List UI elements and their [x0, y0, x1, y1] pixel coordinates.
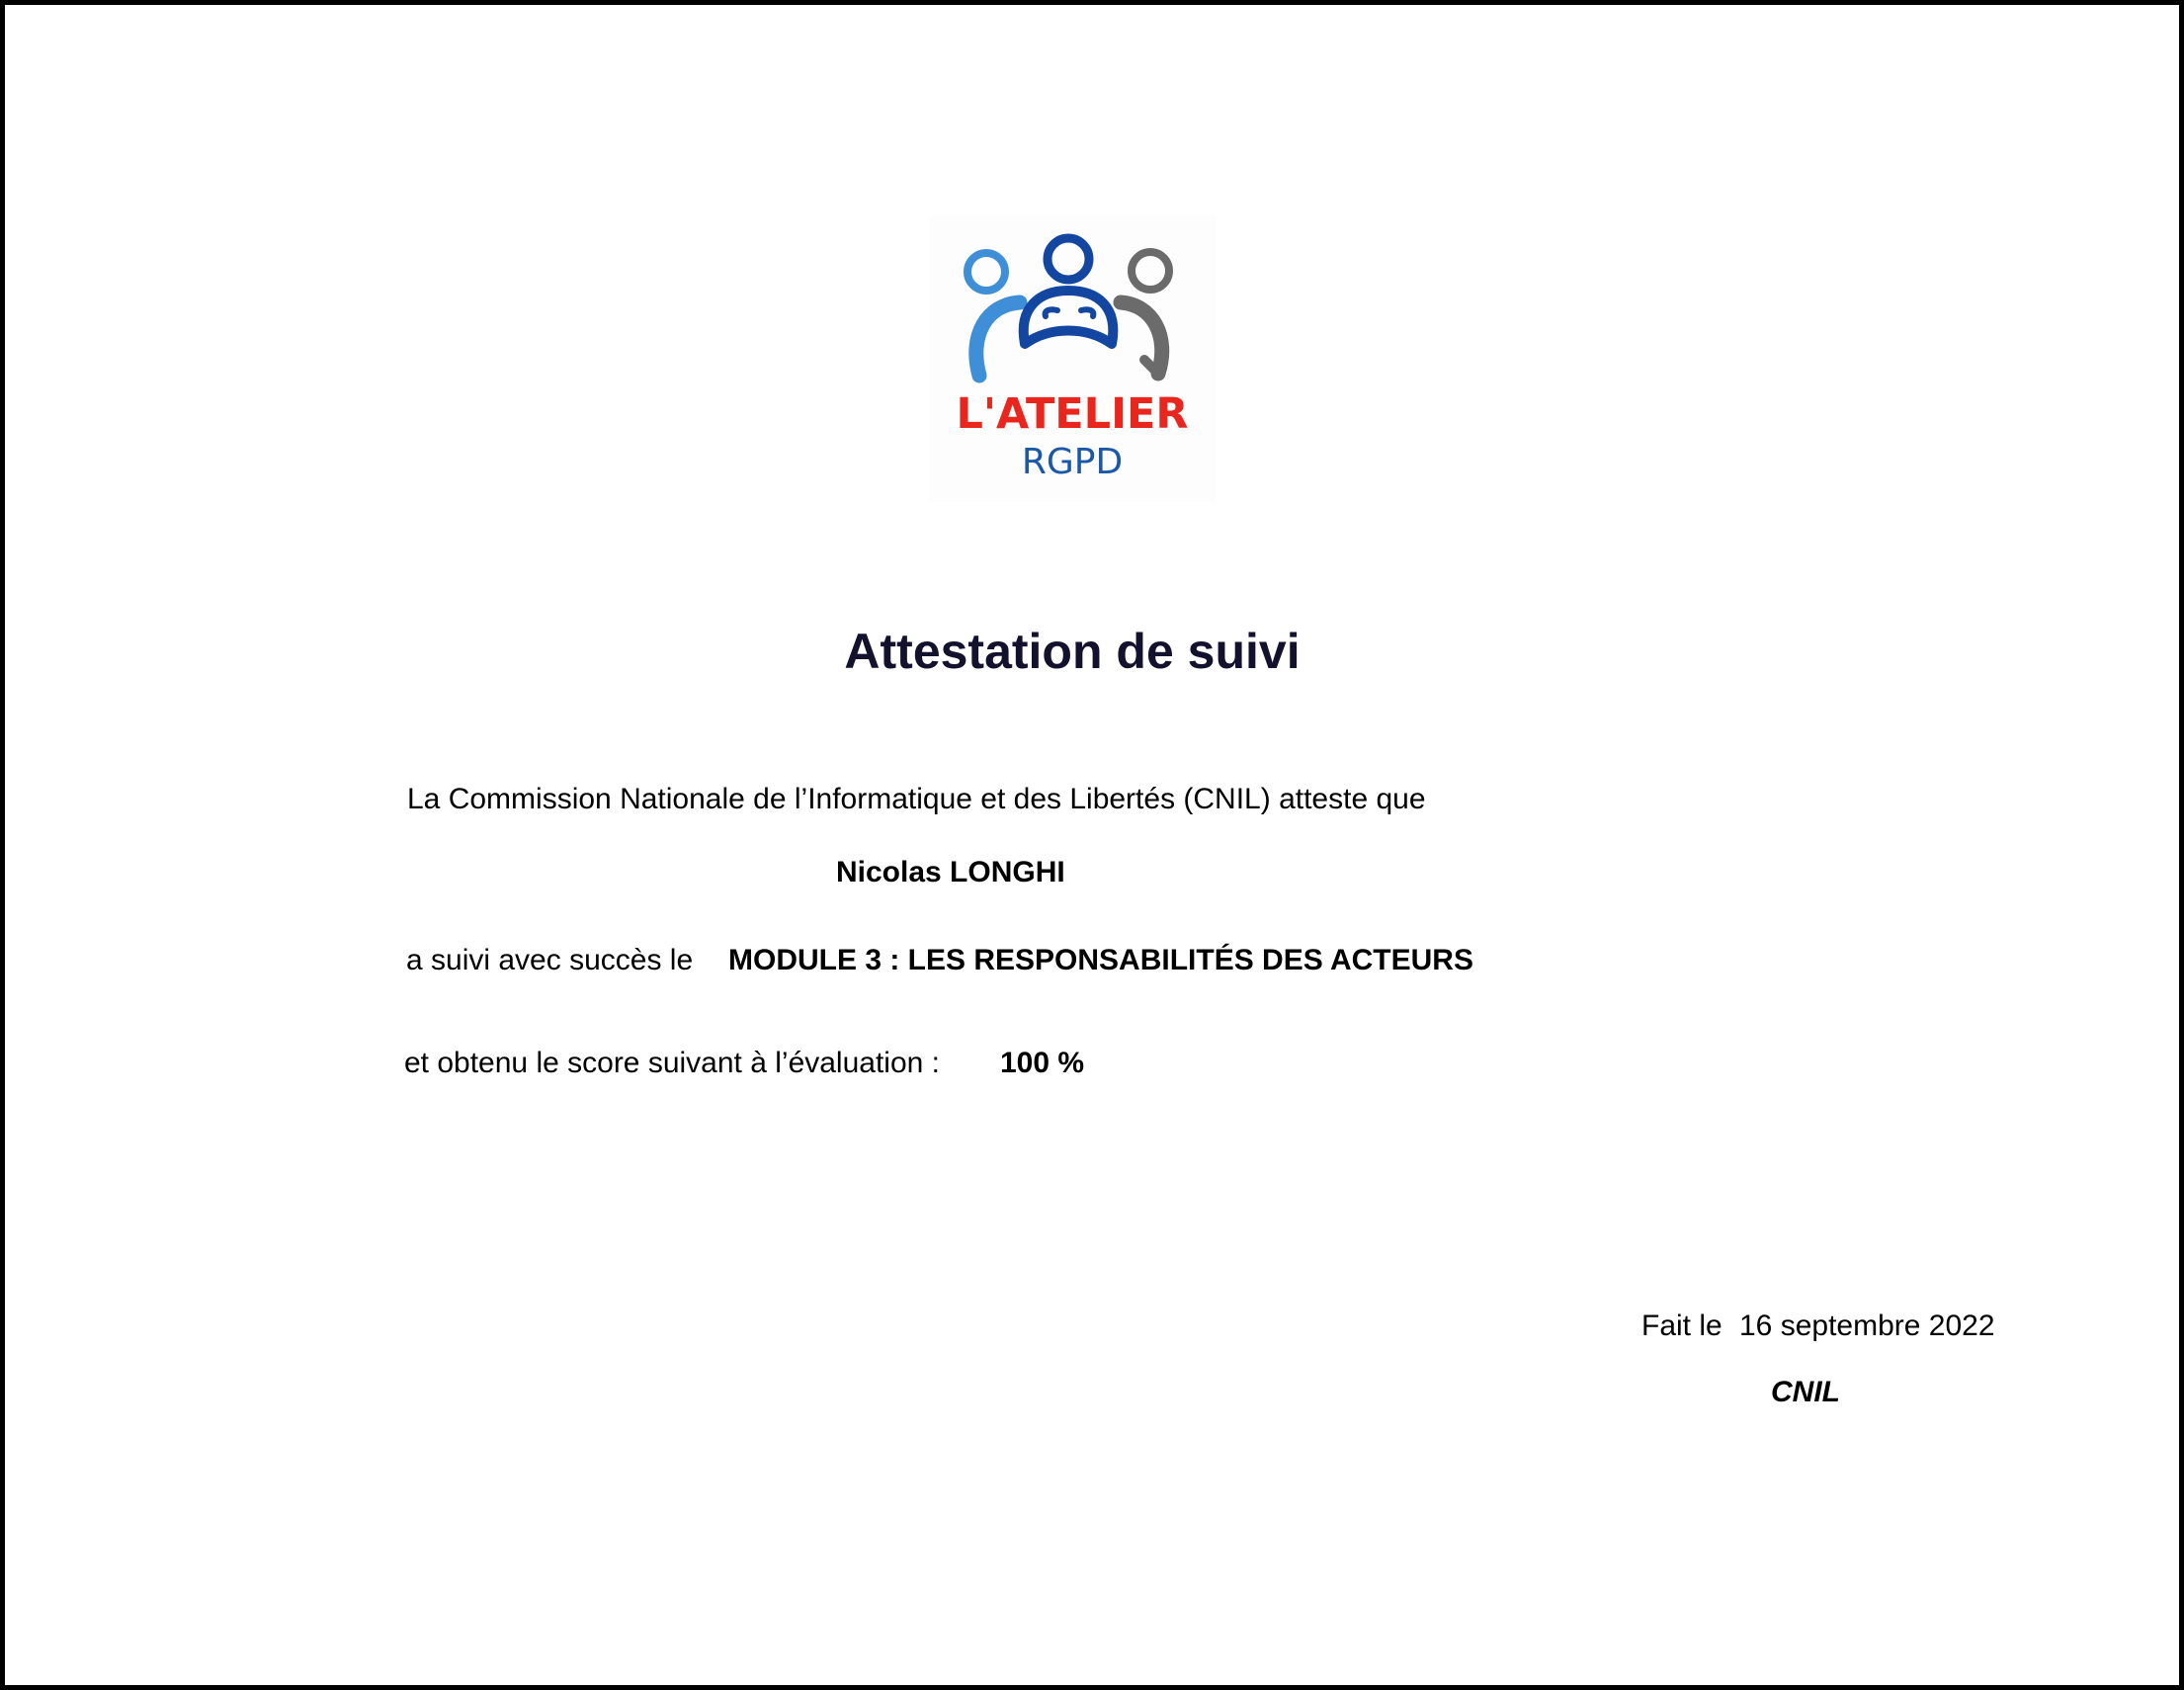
score-value: 100 % [1000, 1047, 1085, 1079]
date-prefix-text: Fait le [1641, 1310, 1722, 1342]
people-group-icon [929, 215, 1216, 393]
module-prefix-text: a suivi avec succès le [406, 944, 694, 976]
certificate-title: Attestation de suivi [844, 624, 1301, 679]
intro-text: La Commission Nationale de l’Informatique et des Libertés (CNIL) atteste que [407, 783, 1426, 815]
score-prefix-text: et obtenu le score suivant à l’évaluation : [404, 1047, 941, 1079]
logo-text-rgpd: RGPD [1021, 442, 1124, 482]
logo-text-atelier: L'ATELIER [956, 389, 1189, 439]
recipient-name: Nicolas LONGHI [836, 856, 1065, 888]
module-name: MODULE 3 : LES RESPONSABILITÉS DES ACTEURS [728, 944, 1473, 976]
signatory: CNIL [1771, 1376, 1840, 1408]
issue-date: 16 septembre 2022 [1739, 1310, 1995, 1342]
atelier-rgpd-logo [929, 215, 1216, 502]
